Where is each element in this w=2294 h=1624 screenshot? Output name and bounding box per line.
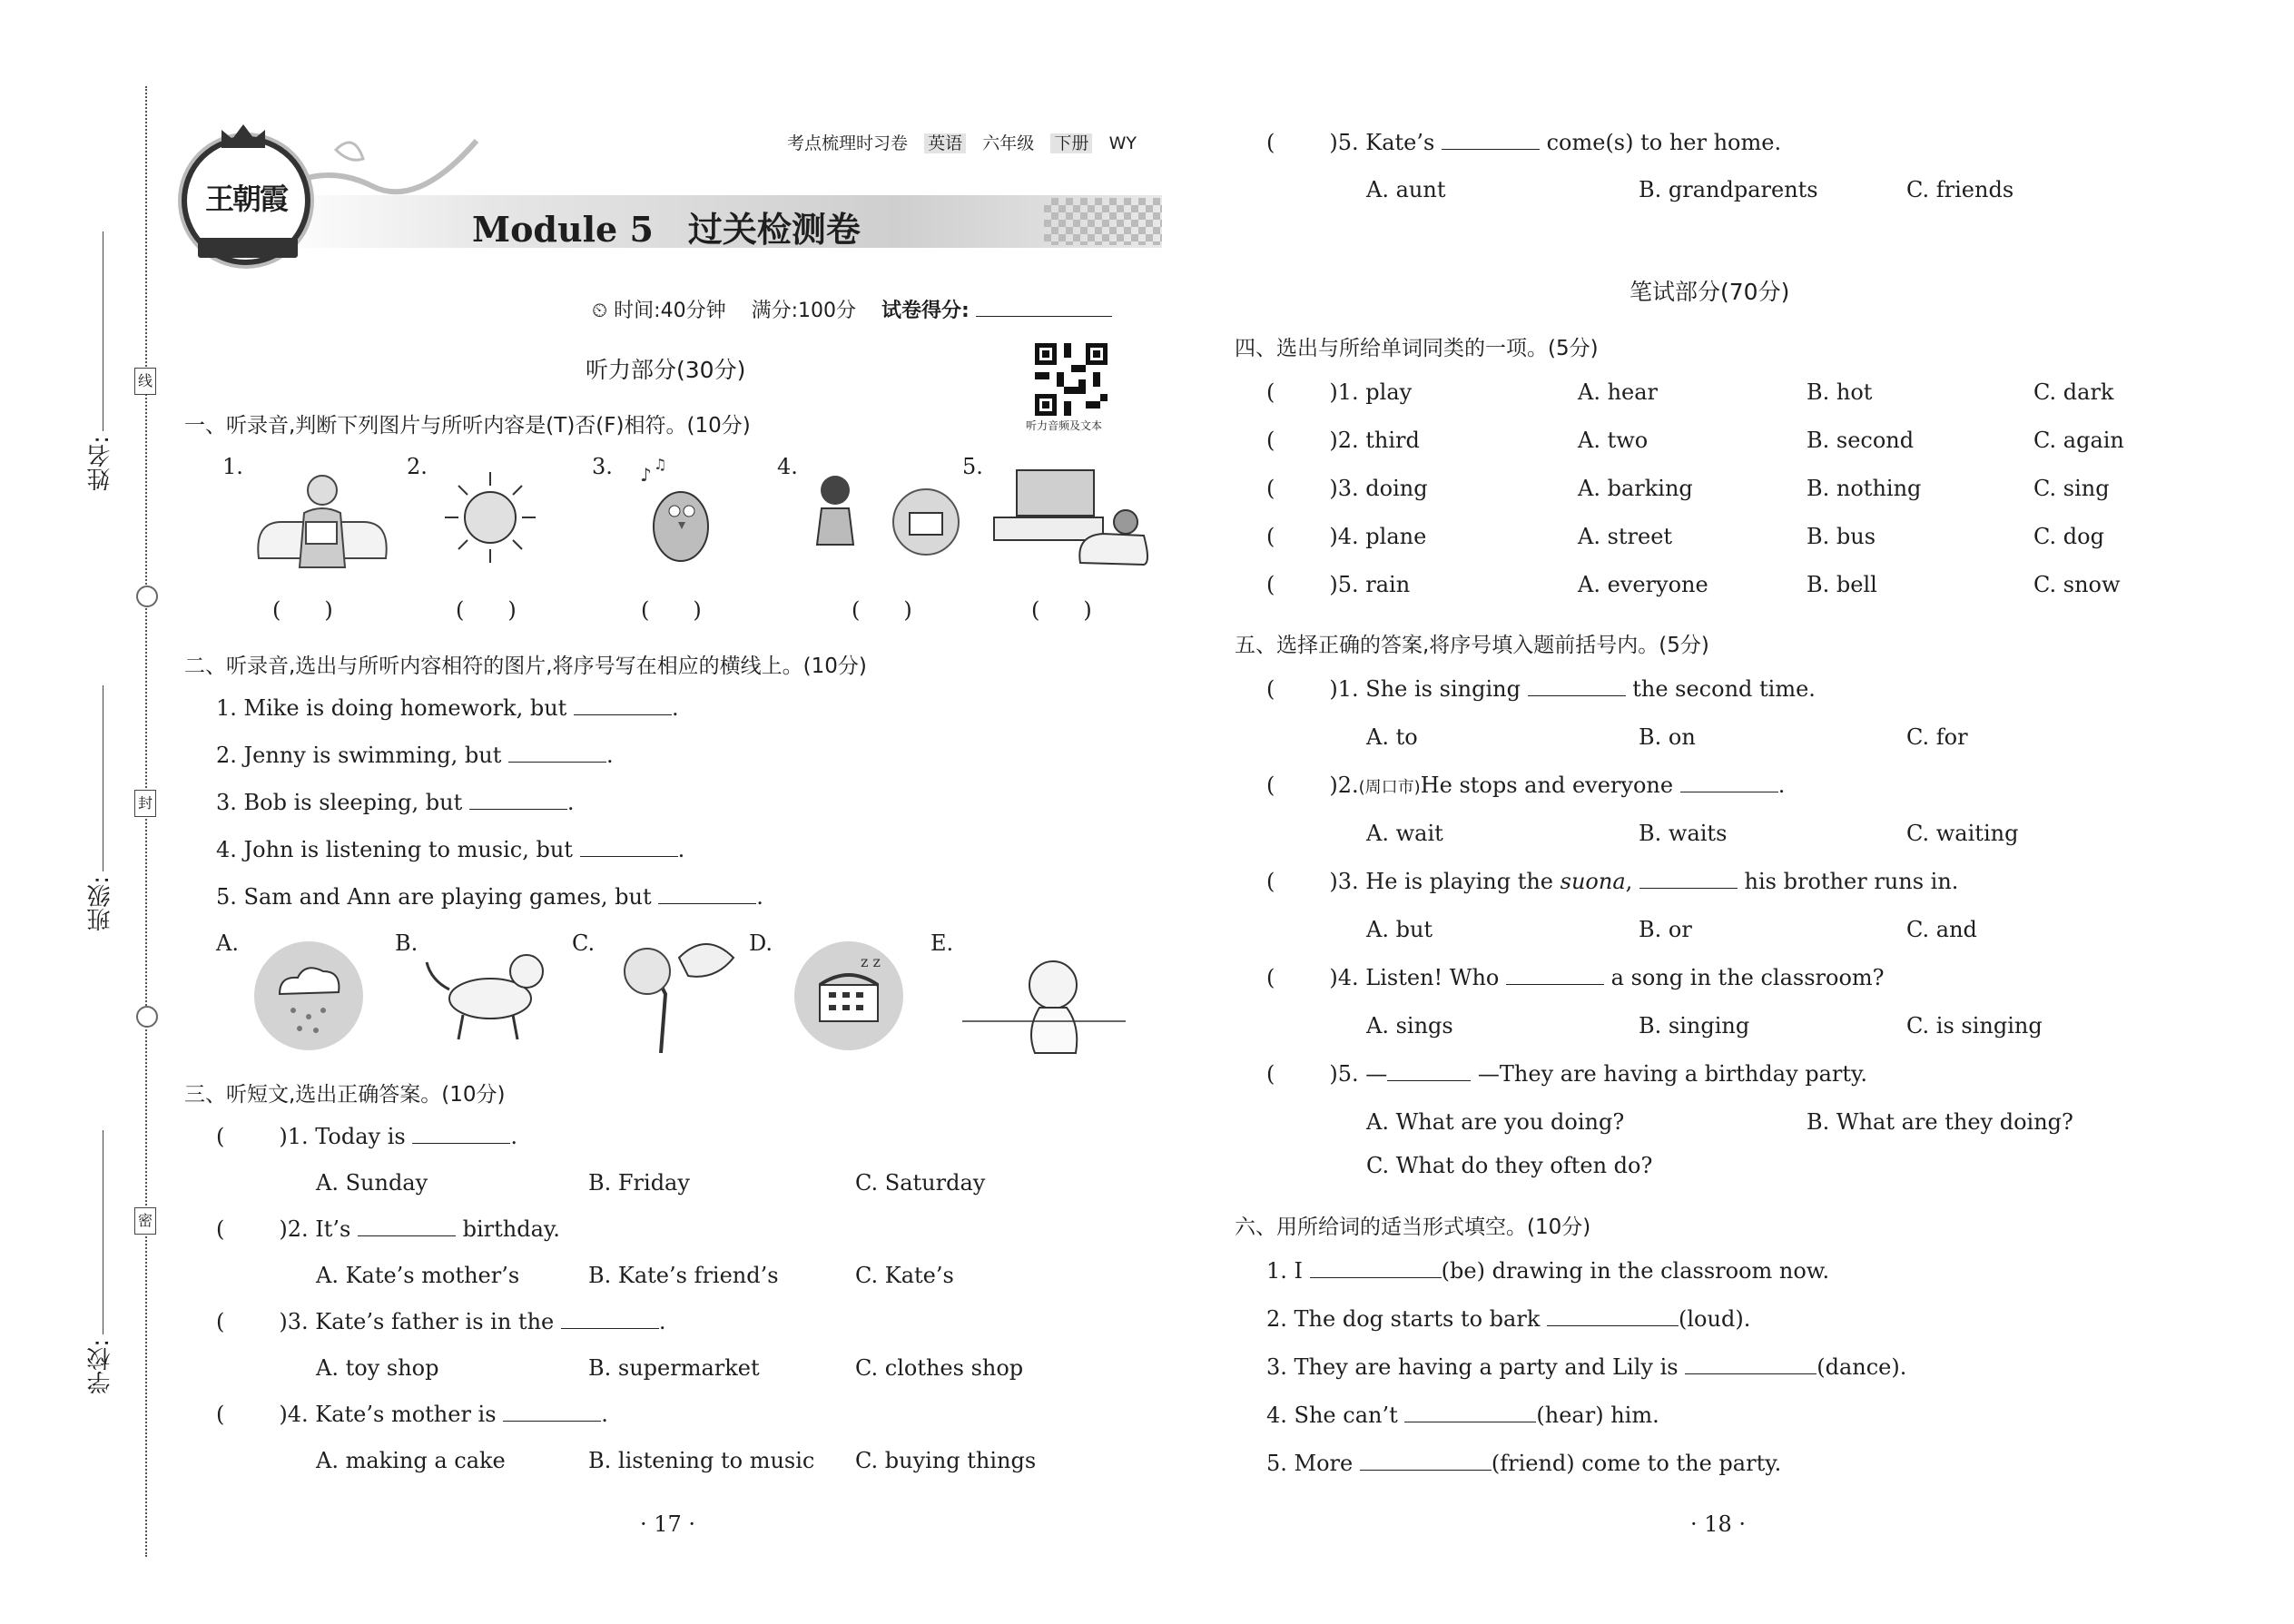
s1-num: 1. [222,454,243,479]
s2-letter: D. [749,930,773,956]
answer-blank[interactable] [508,743,606,763]
s5-option[interactable]: A. wait [1366,821,1443,846]
s5-option[interactable]: A. sings [1366,1013,1453,1038]
section2-title: 二、听录音,选出与所听内容相符的图片,将序号写在相应的横线上。(10分) [184,655,867,678]
s3-question-4: ( )4. Kate’s mother is . [216,1402,608,1427]
logo-brand-text: 王朝霞 [204,182,287,216]
writing-title: 笔试部分(70分) [1629,279,1790,305]
answer-blank[interactable] [1506,966,1604,985]
s1-num: 4. [777,454,798,479]
s6-item: 4. She can’t (hear) him. [1266,1403,1659,1428]
listening-title: 听力部分(30分) [586,357,746,383]
s1-answer-paren[interactable]: ( ) [852,597,912,623]
s3-question-2: ( )2. It’s birthday. [216,1216,560,1242]
s4-option[interactable]: C. again [2033,428,2124,453]
school-label: 学校: [87,1339,114,1394]
logo-ribbon [198,238,298,258]
score-label: 试卷得分: [881,300,970,322]
bird-in-tree-picture [597,930,743,1053]
s4-option[interactable]: B. nothing [1807,476,1922,501]
s2-item: 2. Jenny is swimming, but . [216,743,614,768]
s3-option[interactable]: A. Sunday [316,1170,428,1196]
s5-option[interactable]: B. waits [1639,821,1728,846]
s6-item: 5. More (friend) come to the party. [1266,1451,1782,1476]
s4-question: ( )5. rain [1266,572,1411,597]
qr-code-icon[interactable] [1035,343,1108,416]
sun-picture [440,468,540,567]
s4-option[interactable]: C. dog [2033,524,2104,549]
s5-option[interactable]: C. for [1906,724,1968,750]
s3-option[interactable]: A. Kate’s mother’s [316,1263,520,1288]
s4-option[interactable]: A. hear [1578,379,1659,405]
s4-option[interactable]: A. barking [1578,476,1693,501]
exam-meta [592,295,1112,323]
s3-option[interactable]: B. supermarket [588,1355,760,1381]
answer-blank[interactable] [1547,1307,1679,1326]
s2-letter: B. [395,930,418,956]
svg-text:♪: ♪ [640,464,652,486]
s4-option[interactable]: B. bus [1807,524,1876,549]
answer-blank[interactable] [561,1310,659,1329]
s2-letter: A. [216,930,239,956]
s3-question-5: ( )5. Kate’s come(s) to her home. [1266,130,1782,155]
section3-title: 三、听短文,选出正确答案。(10分) [184,1083,506,1107]
answer-blank[interactable] [1310,1259,1442,1278]
s3-option[interactable]: B. listening to music [588,1448,815,1473]
s5-option[interactable]: A. to [1366,724,1418,750]
s3-option[interactable]: A. aunt [1366,177,1446,202]
watching-tv-picture [989,463,1153,572]
s2-item: 5. Sam and Ann are playing games, but . [216,884,763,910]
s4-question: ( )4. plane [1266,524,1427,549]
s3-option[interactable]: C. clothes shop [855,1355,1024,1381]
s4-question: ( )1. play [1266,379,1413,405]
s4-option[interactable]: B. bell [1807,572,1877,597]
header-meta [787,130,1137,154]
s4-option[interactable]: B. hot [1807,379,1873,405]
s3-question-1: ( )1. Today is . [216,1124,518,1149]
answer-blank[interactable] [358,1217,456,1236]
region-tag: (周口市) [1358,778,1421,797]
full-score: 满分:100分 [751,300,856,322]
answer-blank[interactable] [1680,773,1778,792]
woman-reading-picture [250,468,395,576]
s5-question-3: ( )3. He is playing the suona, his brother runs in. [1266,869,1959,894]
section6-title: 六、用所给词的适当形式填空。(10分) [1235,1216,1591,1239]
page-number-left: · 17 · [640,1511,696,1537]
s3-option[interactable]: C. friends [1906,177,2014,202]
answer-blank[interactable] [1528,677,1626,696]
s1-answer-paren[interactable]: ( ) [272,597,333,623]
s5-option[interactable]: A. What are you doing? [1366,1109,1625,1135]
grade-label: 六年级 [982,133,1035,153]
s5-question-4: ( )4. Listen! Who a song in the classroom? [1266,965,1885,990]
s4-option[interactable]: C. sing [2033,476,2110,501]
s5-option[interactable]: B. or [1639,917,1692,942]
s2-letter: C. [572,930,596,956]
qr-caption: 听力音频及文本 [1026,419,1103,432]
section4-title: 四、选出与所给单词同类的一项。(5分) [1235,337,1599,360]
s4-option[interactable]: A. everyone [1578,572,1708,597]
checker-decoration [1044,198,1162,245]
seal-line-char: 线 [134,368,156,395]
s5-option[interactable]: C. What do they often do? [1366,1153,1653,1178]
s4-question: ( )2. third [1266,428,1420,453]
telephone-picture [793,940,906,1053]
s2-item: 4. John is listening to music, but . [216,837,685,862]
clock-icon: ⏲ [592,300,608,322]
crown-icon [218,123,269,150]
binding-dotted-line [145,86,147,1557]
s2-item: 1. Mike is doing homework, but . [216,695,679,721]
section5-title: 五、选择正确的答案,将序号填入题前括号内。(5分) [1235,634,1709,657]
class-label: 班级: [87,876,114,931]
barking-dog-picture [422,935,558,1048]
answer-blank[interactable] [1387,1062,1471,1081]
answer-blank[interactable] [1360,1452,1492,1471]
s3-option[interactable]: A. toy shop [316,1355,439,1381]
seal-secret-char: 密 [134,1207,156,1235]
s4-option[interactable]: C. dark [2033,379,2114,405]
s1-answer-paren[interactable]: ( ) [641,597,702,623]
s6-item: 2. The dog starts to bark (loud). [1266,1306,1751,1332]
s1-num: 2. [407,454,428,479]
crying-baby-picture [962,949,1126,1058]
binding-ornament [136,586,158,607]
answer-blank[interactable] [1442,131,1540,150]
s1-num: 3. [592,454,613,479]
score-field[interactable] [976,298,1112,317]
s3-option[interactable]: B. Kate’s friend’s [588,1263,779,1288]
answer-blank[interactable] [1639,870,1738,889]
s3-option[interactable]: C. Saturday [855,1170,986,1196]
subject-label: 英语 [924,133,966,153]
svg-text:z z: z z [861,953,881,970]
s2-letter: E. [930,930,954,956]
s3-option[interactable]: C. buying things [855,1448,1037,1473]
s5-option[interactable]: B. on [1639,724,1696,750]
section1-title: 一、听录音,判断下列图片与所听内容是(T)否(F)相符。(10分) [184,414,751,438]
s5-question-5: ( )5. — —They are having a birthday party. [1266,1061,1868,1087]
s5-option[interactable]: C. is singing [1906,1013,2043,1038]
page-number-right: · 18 · [1690,1511,1747,1537]
s6-item: 1. I (be) drawing in the classroom now. [1266,1258,1830,1284]
svg-text:♫: ♫ [654,458,667,473]
answer-blank[interactable] [503,1403,601,1422]
s5-question-1: ( )1. She is singing the second time. [1266,676,1816,702]
s5-option[interactable]: C. and [1906,917,1977,942]
binding-ornament [136,1006,158,1028]
s1-num: 5. [962,454,983,479]
seal-seal-char: 封 [134,790,156,817]
answer-blank[interactable] [574,696,672,715]
s5-option[interactable]: B. singing [1639,1013,1750,1038]
series-label: 考点梳理时习卷 [787,133,909,153]
s4-option[interactable]: A. street [1578,524,1673,549]
s4-question: ( )3. doing [1266,476,1428,501]
s5-option[interactable]: C. waiting [1906,821,2019,846]
s5-question-2: ( )2.(周口市)He stops and everyone . [1266,773,1786,798]
answer-blank[interactable] [1685,1355,1816,1374]
s3-question-3: ( )3. Kate’s father is in the . [216,1309,666,1334]
s2-item: 3. Bob is sleeping, but . [216,790,575,815]
s3-option[interactable]: A. making a cake [316,1448,506,1473]
s4-option[interactable]: A. two [1578,428,1649,453]
edition-label: WY [1108,133,1137,153]
s3-option[interactable]: B. Friday [588,1170,690,1196]
rain-cloud-picture [252,940,366,1053]
s4-option[interactable]: B. second [1807,428,1915,453]
answer-blank[interactable] [469,791,567,810]
s1-answer-paren[interactable]: ( ) [1031,597,1092,623]
name-label: 姓名: [87,436,114,491]
singing-bird-picture [631,458,731,572]
s5-option[interactable]: B. What are they doing? [1807,1109,2073,1135]
answer-blank[interactable] [580,838,678,857]
time-limit: 时间:40分钟 [614,300,726,322]
page-title: Module 5 过关检测卷 [472,209,861,250]
girl-and-phone-picture [799,468,962,567]
s4-option[interactable]: C. snow [2033,572,2121,597]
term-label: 下册 [1050,133,1092,153]
s3-option[interactable]: C. Kate’s [855,1263,954,1288]
answer-blank[interactable] [1404,1403,1536,1422]
s1-answer-paren[interactable]: ( ) [456,597,517,623]
answer-blank[interactable] [412,1125,510,1144]
s6-item: 3. They are having a party and Lily is (dance). [1266,1354,1907,1380]
answer-blank[interactable] [658,885,756,904]
s5-option[interactable]: A. but [1366,917,1433,942]
s3-option[interactable]: B. grandparents [1639,177,1818,202]
